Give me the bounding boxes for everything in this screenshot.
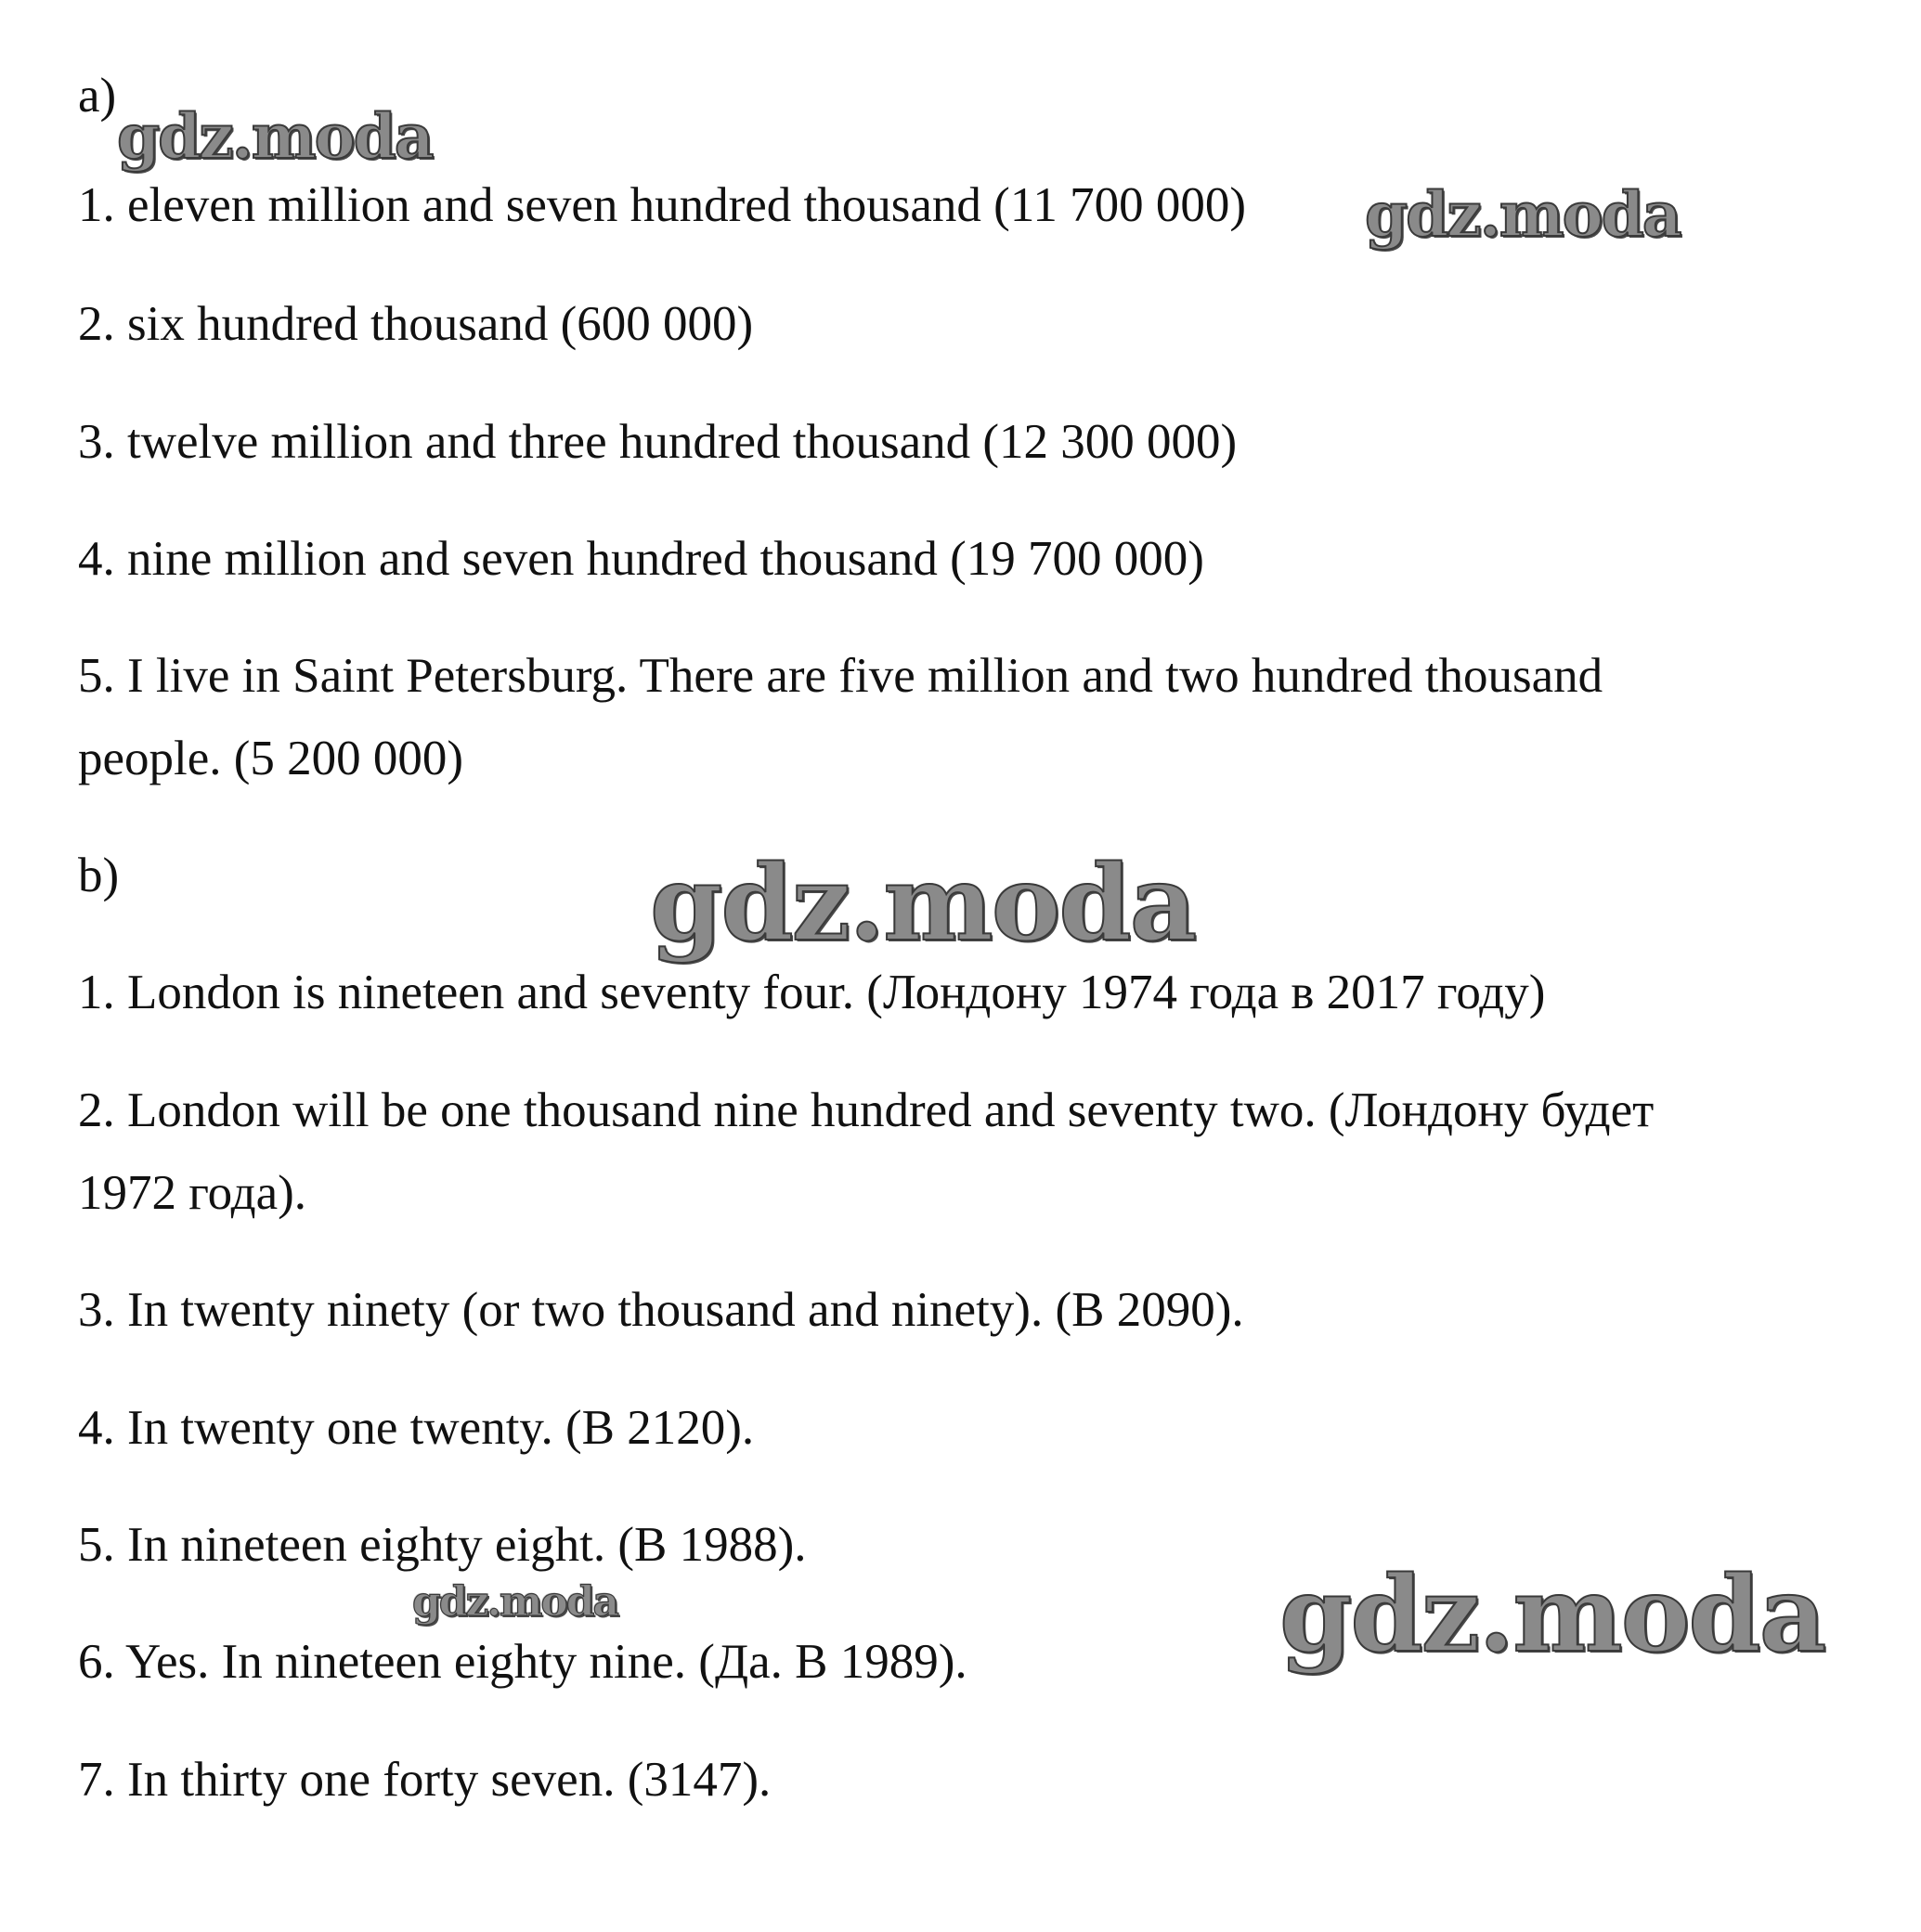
section-b-item-7: 7. In thirty one forty seven. (3147).: [78, 1753, 772, 1807]
section-b-label: b): [78, 849, 120, 902]
section-b-item-3: 3. In twenty ninety (or two thousand and ninety). (В 2090).: [78, 1283, 1244, 1337]
section-b-item-4: 4. In twenty one twenty. (В 2120).: [78, 1401, 755, 1455]
section-b-item-2-line-2: 1972 года).: [78, 1166, 307, 1220]
watermark-logo: gdz.moda: [1365, 178, 1681, 251]
section-b-item-2-line-1: 2. London will be one thousand nine hundred and seventy two. (Лондону будет: [78, 1083, 1655, 1137]
section-a-item-5-line-1: 5. I live in Saint Petersburg. There are five million and two hundred thousand: [78, 649, 1603, 703]
watermark-logo: gdz.moda: [412, 1578, 618, 1626]
section-a-item-3: 3. twelve million and three hundred thousand (12 300 000): [78, 415, 1238, 469]
watermark-logo: gdz.moda: [1279, 1554, 1825, 1676]
section-b-item-1: 1. London is nineteen and seventy four. (Лондону 1974 года в 2017 году): [78, 966, 1546, 1019]
watermark-logo: gdz.moda: [117, 100, 433, 173]
section-a-item-5-line-2: people. (5 200 000): [78, 732, 464, 785]
section-a-item-4: 4. nine million and seven hundred thousand (19 700 000): [78, 532, 1204, 586]
section-b-item-5: 5. In nineteen eighty eight. (В 1988).: [78, 1518, 807, 1572]
section-a-label: a): [78, 69, 117, 123]
section-a-item-1: 1. eleven million and seven hundred thousand (11 700 000): [78, 178, 1246, 232]
section-b-item-6: 6. Yes. In nineteen eighty nine. (Да. В 1989).: [78, 1635, 967, 1689]
watermark-logo: gdz.moda: [650, 843, 1196, 965]
section-a-item-2: 2. six hundred thousand (600 000): [78, 297, 754, 351]
